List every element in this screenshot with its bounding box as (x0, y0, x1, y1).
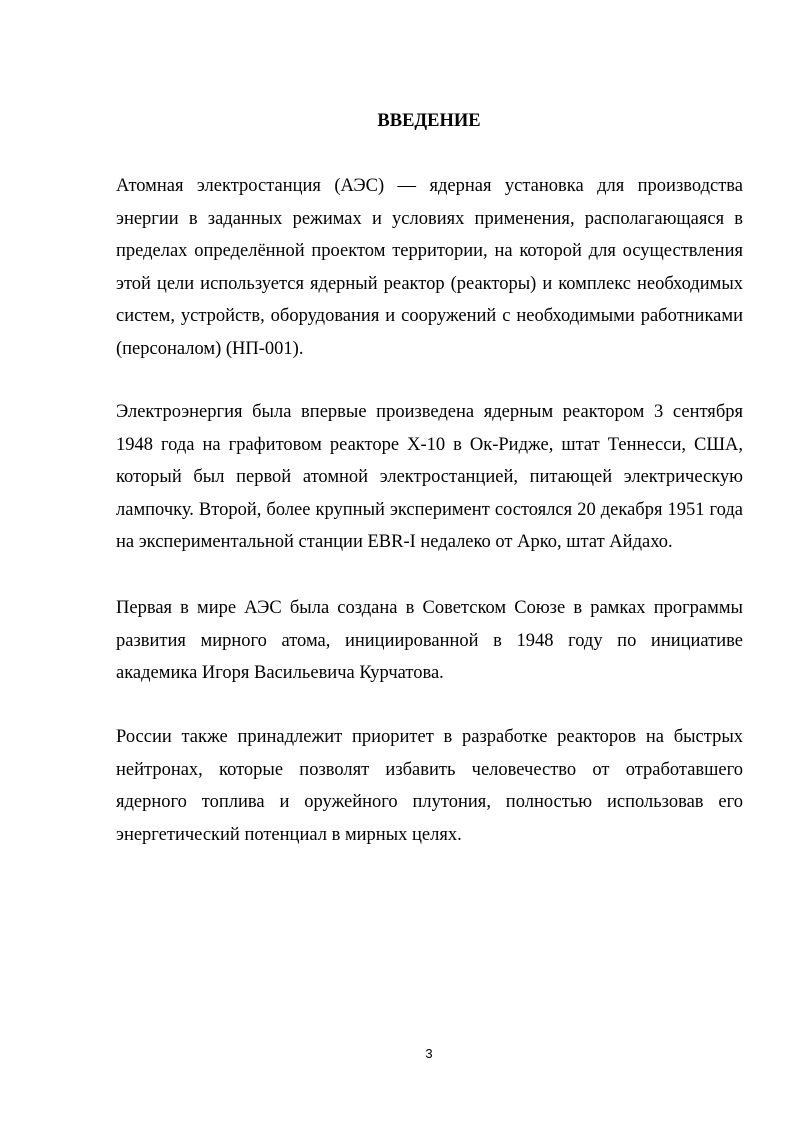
paragraph-nuclear-plant-definition: Атомная электростанция (АЭС) — ядерная установка для производства энергии в заданных режимах и условиях применения, располагающаяся в пределах определённой проектом территории, на которой для осуществления этой цели используется ядерный реактор (реакторы) и комплекс необходимых систем, устройств, оборудования и сооружений с необходимыми работниками (персоналом) (НП-001). (116, 176, 743, 359)
paragraph-first-electricity: Электроэнергия была впервые произведена ядерным реактором 3 сентября 1948 года на графитовом реакторе X-10 в Ок-Ридже, штат Теннесси, США, который был первой атомной электростанцией, питающей электрическую лампочку. Второй, более крупный эксперимент состоялся 20 декабря 1951 года на экспериментальной станции EBR-I недалеко от Арко, штат Айдахо. (116, 402, 743, 553)
paragraph-fast-reactors: России также принадлежит приоритет в разработке реакторов на быстрых нейтронах, которые позволят избавить человечество от отработавшего ядерного топлива и оружейного плутония, полностью использовав его энергетический потенциал в мирных целях. (116, 727, 743, 845)
section-title: ВВЕДЕНИЕ (377, 111, 481, 131)
page-number: 3 (425, 1046, 433, 1061)
paragraph-first-plant-ussr: Первая в мире АЭС была создана в Советском Союзе в рамках программы развития мирного атома, инициированной в 1948 году по инициативе академика Игоря Васильевича Курчатова. (116, 598, 743, 684)
